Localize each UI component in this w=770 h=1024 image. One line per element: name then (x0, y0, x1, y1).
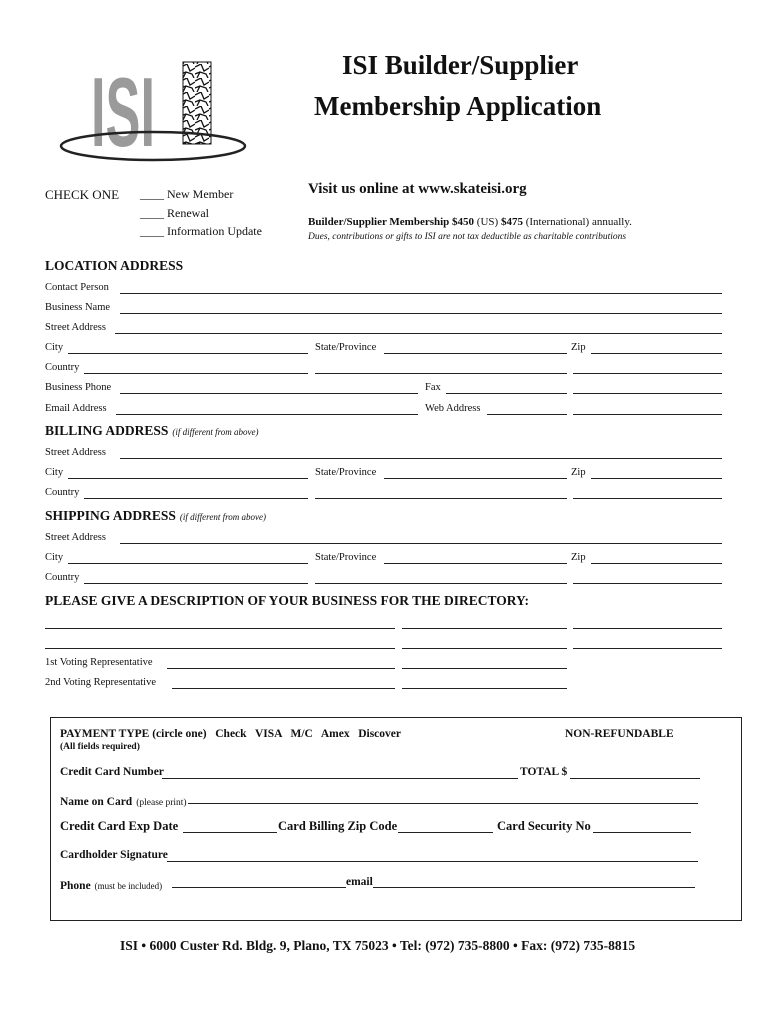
email-label: Email Address (45, 403, 107, 414)
isi-logo (55, 50, 250, 168)
description-heading: PLEASE GIVE A DESCRIPTION OF YOUR BUSINESS FOR THE DIRECTORY: (45, 593, 530, 608)
phone-label: Phone (60, 880, 91, 892)
payment-option-check[interactable]: Check (215, 728, 247, 740)
description-line-1b[interactable] (402, 628, 567, 629)
check-new-member[interactable]: ____ New Member (140, 187, 234, 201)
payment-option-amex[interactable]: Amex (320, 728, 350, 740)
exp-date-field[interactable] (183, 832, 277, 833)
website-text: Visit us online at www.skateisi.org (308, 181, 527, 197)
payment-email-label: email (346, 876, 373, 888)
location-heading: LOCATION ADDRESS (45, 258, 184, 273)
membership-fee: Builder/Supplier Membership $450 (US) $475 (International) annually. (308, 216, 632, 228)
voting-rep-2-label: 2nd Voting Representative (45, 677, 157, 688)
billing-heading: BILLING ADDRESS (45, 423, 169, 438)
shipping-heading: SHIPPING ADDRESS (45, 508, 176, 523)
billing-country-label: Country (45, 487, 80, 498)
state-field[interactable] (384, 353, 567, 354)
zip-label: Zip (571, 342, 586, 353)
phone-field[interactable] (172, 887, 346, 888)
street-address-field[interactable] (115, 333, 722, 334)
shipping-city-label: City (45, 552, 64, 563)
billing-note: (if different from above) (172, 427, 259, 437)
voting-rep-2-field[interactable] (172, 688, 395, 689)
shipping-street-label: Street Address (45, 532, 106, 543)
payment-type-label: PAYMENT TYPE (circle one) (60, 728, 207, 740)
shipping-zip-field[interactable] (591, 563, 722, 564)
description-line-2[interactable] (45, 648, 395, 649)
billing-city-field[interactable] (68, 478, 308, 479)
business-name-label: Business Name (45, 302, 111, 313)
email-field[interactable] (116, 414, 418, 415)
all-fields-required: (All fields required) (60, 742, 140, 752)
description-line-2c[interactable] (573, 648, 722, 649)
footer-address: ISI • 6000 Custer Rd. Bldg. 9, Plano, TX 75023 • Tel: (972) 735-8800 • Fax: (972) 735-8815 (120, 938, 636, 953)
description-line-2b[interactable] (402, 648, 567, 649)
billing-state-label: State/Province (315, 467, 377, 478)
shipping-country-label: Country (45, 572, 80, 583)
city-field[interactable] (68, 353, 308, 354)
voting-rep-1-field[interactable] (167, 668, 395, 669)
billing-country-field[interactable] (84, 498, 308, 499)
cc-number-label: Credit Card Number (60, 766, 164, 778)
security-no-label: Card Security No (497, 819, 591, 833)
voting-rep-1-label: 1st Voting Representative (45, 657, 153, 668)
shipping-state-label: State/Province (315, 552, 377, 563)
name-on-card-row (60, 792, 187, 810)
payment-option-mc[interactable]: M/C (290, 728, 313, 740)
total-field[interactable] (570, 778, 700, 779)
must-include-note: (must be included) (94, 881, 163, 891)
check-renewal[interactable]: ____ Renewal (140, 206, 209, 220)
city-label: City (45, 342, 64, 353)
billing-state-field[interactable] (384, 478, 567, 479)
shipping-city-field[interactable] (68, 563, 308, 564)
state-label: State/Province (315, 342, 377, 353)
name-on-card-label: Name on Card (60, 796, 133, 808)
non-refundable-label: NON-REFUNDABLE (565, 728, 674, 740)
shipping-country-field-2[interactable] (315, 583, 567, 584)
isi-logo-graphic (55, 50, 250, 168)
business-phone-label: Business Phone (45, 382, 112, 393)
voting-rep-2-field-2[interactable] (402, 688, 567, 689)
shipping-heading-row (45, 507, 266, 525)
billing-street-field[interactable] (120, 458, 722, 459)
name-on-card-field[interactable] (188, 803, 698, 804)
business-phone-field[interactable] (120, 393, 418, 394)
fax-field-2[interactable] (573, 393, 722, 394)
billing-zip-label: Zip (571, 467, 586, 478)
web-address-label: Web Address (425, 403, 481, 414)
signature-field[interactable] (167, 861, 698, 862)
check-information-update[interactable]: ____ Information Update (140, 224, 262, 238)
security-no-field[interactable] (593, 832, 691, 833)
billing-zip-code-field[interactable] (398, 832, 493, 833)
billing-zip-code-label: Card Billing Zip Code (278, 819, 398, 833)
dues-note: Dues, contributions or gifts to ISI are not tax deductible as charitable contributions (308, 232, 627, 242)
street-address-label: Street Address (45, 322, 106, 333)
business-name-field[interactable] (120, 313, 722, 314)
country-field[interactable] (84, 373, 308, 374)
contact-person-field[interactable] (120, 293, 722, 294)
billing-street-label: Street Address (45, 447, 106, 458)
title-line-1: ISI Builder/Supplier (342, 50, 579, 80)
zip-field[interactable] (591, 353, 722, 354)
web-address-field[interactable] (487, 414, 567, 415)
billing-heading-row (45, 422, 258, 440)
svg-text:ISI: ISI (91, 57, 155, 167)
voting-rep-1-field-2[interactable] (402, 668, 567, 669)
signature-label: Cardholder Signature (60, 849, 168, 861)
payment-option-discover[interactable]: Discover (358, 728, 401, 740)
billing-country-field-3[interactable] (573, 498, 722, 499)
fax-label: Fax (425, 382, 441, 393)
description-line-1c[interactable] (573, 628, 722, 629)
shipping-country-field-3[interactable] (573, 583, 722, 584)
contact-person-label: Contact Person (45, 282, 109, 293)
payment-type-row (60, 728, 401, 740)
country-field-3[interactable] (573, 373, 722, 374)
title-line-2: Membership Application (314, 91, 602, 121)
billing-city-label: City (45, 467, 64, 478)
fax-field[interactable] (446, 393, 567, 394)
shipping-zip-label: Zip (571, 552, 586, 563)
check-one-label: CHECK ONE (45, 187, 120, 202)
payment-email-field[interactable] (373, 887, 695, 888)
cc-number-field[interactable] (162, 778, 518, 779)
please-print-note: (please print) (136, 798, 187, 808)
phone-row (60, 876, 162, 894)
description-line-1[interactable] (45, 628, 395, 629)
billing-country-field-2[interactable] (315, 498, 567, 499)
shipping-street-field[interactable] (120, 543, 722, 544)
country-field-2[interactable] (315, 373, 567, 374)
shipping-state-field[interactable] (384, 563, 567, 564)
shipping-note: (if different from above) (179, 512, 266, 522)
total-label: TOTAL $ (520, 766, 568, 778)
shipping-country-field[interactable] (84, 583, 308, 584)
web-address-field-2[interactable] (573, 414, 722, 415)
exp-date-label: Credit Card Exp Date (60, 819, 179, 833)
payment-option-visa[interactable]: VISA (254, 728, 282, 740)
country-label: Country (45, 362, 80, 373)
billing-zip-field[interactable] (591, 478, 722, 479)
